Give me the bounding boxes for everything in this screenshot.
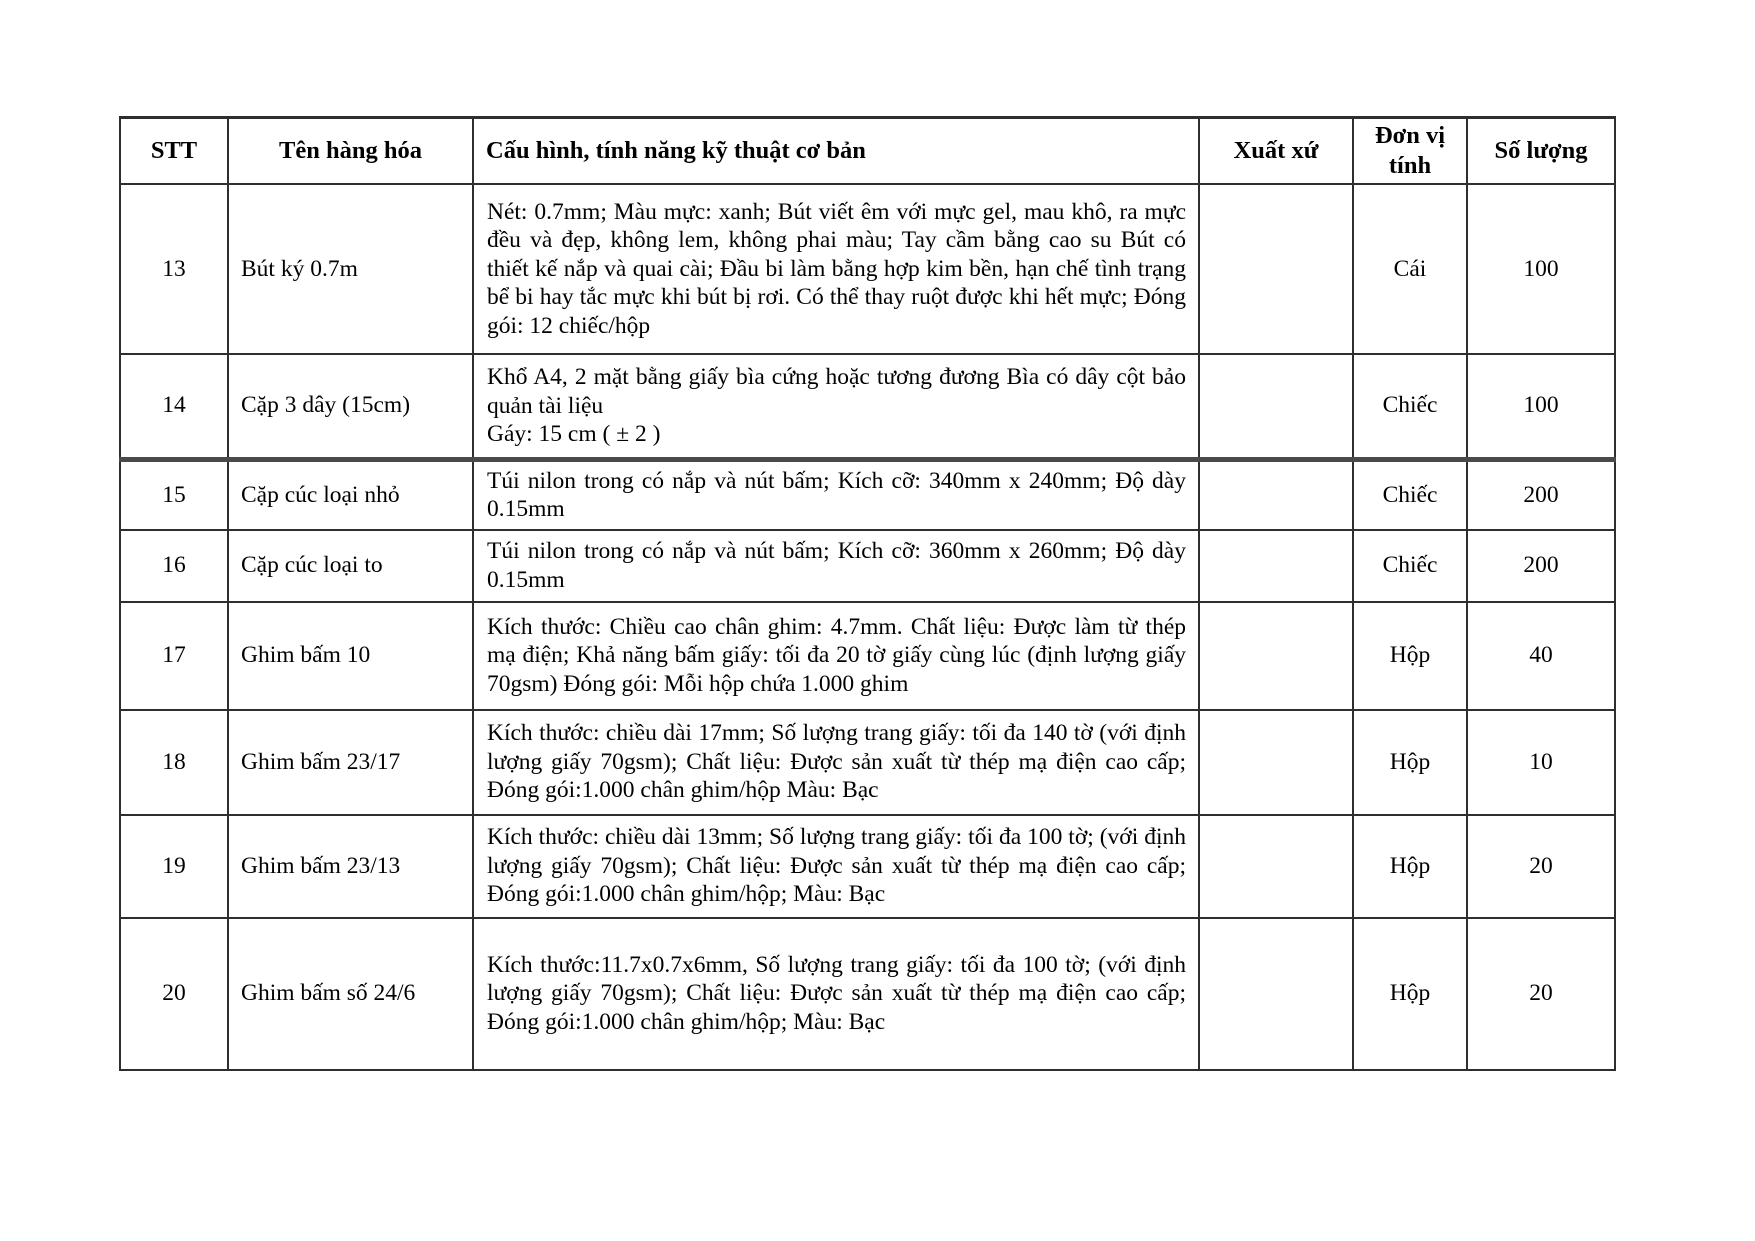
table-header — [120, 118, 1615, 185]
cell-spec — [473, 602, 1199, 710]
cell-stt: 18 — [120, 710, 228, 815]
cell-product-name: Ghim bấm 10 — [228, 602, 473, 710]
cell-stt: 15 — [120, 459, 228, 530]
products-table — [119, 116, 1616, 1071]
cell-spec — [473, 815, 1199, 918]
cell-origin — [1199, 815, 1353, 918]
cell-origin — [1199, 602, 1353, 710]
cell-unit: Hộp — [1353, 710, 1467, 815]
spec-paragraph: Túi nilon trong có nắp và nút bấm; Kích cỡ: 340mm x 240mm; Độ dày 0.15mm — [487, 467, 1186, 522]
table-body — [120, 184, 1615, 1070]
cell-product-name: Cặp cúc loại to — [228, 530, 473, 602]
cell-origin — [1199, 530, 1353, 602]
cell-unit: Chiếc — [1353, 459, 1467, 530]
header-unit: Đơn vị tính — [1353, 118, 1467, 185]
cell-spec — [473, 184, 1199, 354]
cell-stt: 19 — [120, 815, 228, 918]
table-row — [120, 184, 1615, 354]
header-origin: Xuất xứ — [1199, 118, 1353, 185]
cell-unit: Hộp — [1353, 918, 1467, 1070]
cell-stt: 13 — [120, 184, 228, 354]
cell-product-name: Cặp 3 dây (15cm) — [228, 354, 473, 459]
cell-unit: Chiếc — [1353, 530, 1467, 602]
header-row — [120, 118, 1615, 185]
cell-spec — [473, 354, 1199, 459]
spec-paragraph: Kích thước: chiều dài 17mm; Số lượng trang giấy: tối đa 140 tờ (với định lượng giấy 70gsm); Chất liệu: Được sản xuất từ thép mạ điện cao cấp; Đóng gói:1.000 chân ghim/hộp Màu: Bạc — [487, 720, 1186, 804]
header-stt: STT — [120, 118, 228, 185]
cell-spec — [473, 710, 1199, 815]
cell-product-name: Ghim bấm 23/17 — [228, 710, 473, 815]
cell-stt: 16 — [120, 530, 228, 602]
cell-product-name: Ghim bấm 23/13 — [228, 815, 473, 918]
cell-qty: 10 — [1467, 710, 1615, 815]
table-row — [120, 918, 1615, 1070]
spec-paragraph: Túi nilon trong có nắp và nút bấm; Kích cỡ: 360mm x 260mm; Độ dày 0.15mm — [487, 538, 1186, 593]
cell-qty: 100 — [1467, 184, 1615, 354]
cell-stt: 20 — [120, 918, 228, 1070]
spec-paragraph: Nét: 0.7mm; Màu mực: xanh; Bút viết êm với mực gel, mau khô, ra mực đều và đẹp, không lem, không phai màu; Tay cầm bằng cao su Bút có thiết kế nắp và quai cài; Đầu bi làm bằng hợp kim bền, hạn chế tình trạng bể bi hay tắc mực khi bút bị rơi. Có thể thay ruột được khi hết mực; Đóng gói: 12 chiếc/hộp — [487, 198, 1186, 339]
cell-spec — [473, 530, 1199, 602]
cell-qty: 200 — [1467, 530, 1615, 602]
cell-product-name: Ghim bấm số 24/6 — [228, 918, 473, 1070]
cell-qty: 20 — [1467, 918, 1615, 1070]
spec-paragraph: Kích thước: chiều dài 13mm; Số lượng trang giấy: tối đa 100 tờ; (với định lượng giấy 70gsm); Chất liệu: Được sản xuất từ thép mạ điện cao cấp; Đóng gói:1.000 chân ghim/hộp; Màu: Bạc — [487, 824, 1186, 908]
spec-paragraph: Khổ A4, 2 mặt bằng giấy bìa cứng hoặc tương đương Bìa có dây cột bảo quản tài liệu — [487, 364, 1186, 419]
cell-origin — [1199, 918, 1353, 1070]
cell-unit: Chiếc — [1353, 354, 1467, 459]
table-row — [120, 815, 1615, 918]
table-row — [120, 602, 1615, 710]
table-row — [120, 530, 1615, 602]
cell-stt: 14 — [120, 354, 228, 459]
spec-paragraph: Kích thước:11.7x0.7x6mm, Số lượng trang giấy: tối đa 100 tờ; (với định lượng giấy 70gsm); Chất liệu: Được sản xuất từ thép mạ điện cao cấp; Đóng gói:1.000 chân ghim/hộp; Màu: Bạc — [487, 951, 1186, 1035]
cell-unit: Hộp — [1353, 602, 1467, 710]
table-row — [120, 459, 1615, 530]
header-spec: Cấu hình, tính năng kỹ thuật cơ bản — [473, 118, 1199, 185]
table-row — [120, 710, 1615, 815]
cell-unit: Cái — [1353, 184, 1467, 354]
spec-paragraph: Kích thước: Chiều cao chân ghim: 4.7mm. Chất liệu: Được làm từ thép mạ điện; Khả năng bấm giấy: tối đa 20 tờ giấy cùng lúc (định lượng giấy 70gsm) Đóng gói: Mỗi hộp chứa 1.000 ghim — [487, 613, 1186, 697]
cell-product-name: Bút ký 0.7m — [228, 184, 473, 354]
cell-qty: 200 — [1467, 459, 1615, 530]
table-row — [120, 354, 1615, 459]
cell-origin — [1199, 710, 1353, 815]
spec-paragraph: Gáy: 15 cm ( ± 2 ) — [487, 421, 661, 447]
cell-origin — [1199, 354, 1353, 459]
cell-qty: 40 — [1467, 602, 1615, 710]
cell-spec — [473, 918, 1199, 1070]
cell-qty: 100 — [1467, 354, 1615, 459]
header-name: Tên hàng hóa — [228, 118, 473, 185]
cell-unit: Hộp — [1353, 815, 1467, 918]
cell-spec — [473, 459, 1199, 530]
cell-origin — [1199, 459, 1353, 530]
cell-origin — [1199, 184, 1353, 354]
cell-stt: 17 — [120, 602, 228, 710]
cell-product-name: Cặp cúc loại nhỏ — [228, 459, 473, 530]
header-qty: Số lượng — [1467, 118, 1615, 185]
cell-qty: 20 — [1467, 815, 1615, 918]
